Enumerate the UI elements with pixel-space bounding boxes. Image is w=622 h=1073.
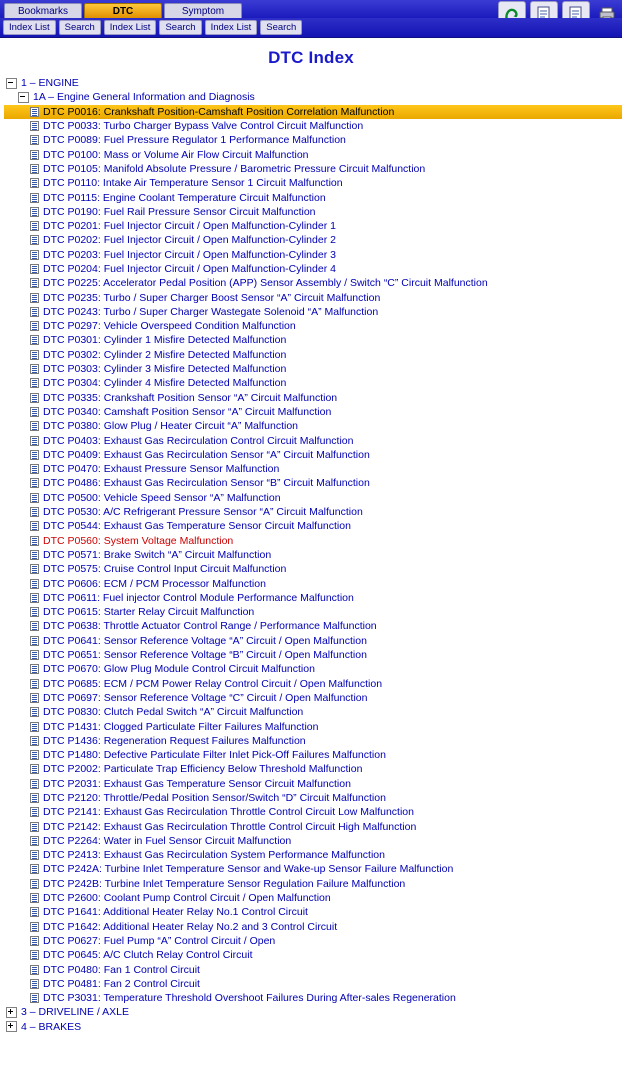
- tree-item[interactable]: [4, 905, 622, 919]
- tree-item[interactable]: [4, 419, 622, 433]
- tree-item[interactable]: [4, 333, 622, 347]
- tree-item[interactable]: [4, 133, 622, 147]
- document-page-icon: [30, 550, 39, 560]
- tree-branch[interactable]: [4, 1020, 622, 1034]
- tree-item-label: DTC P0830: Clutch Pedal Switch “A” Circuit Malfunction: [43, 706, 304, 719]
- tree-item[interactable]: [4, 676, 622, 690]
- tree-item-label: DTC P0100: Mass or Volume Air Flow Circuit Malfunction: [43, 148, 309, 161]
- tree-item[interactable]: [4, 662, 622, 676]
- tree-item[interactable]: [4, 476, 622, 490]
- document-page-icon: [30, 879, 39, 889]
- document-page-icon: [30, 693, 39, 703]
- tree-item-label: DTC P0301: Cylinder 1 Misfire Detected Malfunction: [43, 334, 287, 347]
- tree-item-label: DTC P0105: Manifold Absolute Pressure / Barometric Pressure Circuit Malfunction: [43, 162, 426, 175]
- tree-item[interactable]: [4, 705, 622, 719]
- tree-item-label: DTC P1436: Regeneration Request Failures Malfunction: [43, 734, 306, 747]
- tree-item-label: DTC P1431: Clogged Particulate Filter Failures Malfunction: [43, 720, 319, 733]
- tree-item-label: DTC P2031: Exhaust Gas Temperature Sensor Circuit Malfunction: [43, 777, 351, 790]
- document-page-icon: [30, 307, 39, 317]
- document-page-icon: [30, 478, 39, 488]
- tree-item[interactable]: [4, 548, 622, 562]
- tree-item[interactable]: [4, 433, 622, 447]
- tree-item-label: DTC P0201: Fuel Injector Circuit / Open Malfunction-Cylinder 1: [43, 220, 336, 233]
- tree-item-label: DTC P2264: Water in Fuel Sensor Circuit Malfunction: [43, 834, 292, 847]
- tree-item[interactable]: [4, 934, 622, 948]
- tab-bookmarks[interactable]: Bookmarks: [4, 3, 82, 18]
- tree-item[interactable]: [4, 777, 622, 791]
- document-page-icon: [30, 736, 39, 746]
- document-page-icon: [30, 707, 39, 717]
- collapse-minus-icon[interactable]: [18, 92, 29, 103]
- search-button-1[interactable]: Search: [59, 20, 101, 35]
- tree-item-label: DTC P0627: Fuel Pump “A” Control Circuit / Open: [43, 934, 276, 947]
- document-page-icon: [30, 521, 39, 531]
- document-page-icon: [30, 421, 39, 431]
- tree-item-label: DTC P0089: Fuel Pressure Regulator 1 Performance Malfunction: [43, 134, 346, 147]
- tree-item-label: DTC P0480: Fan 1 Control Circuit: [43, 963, 200, 976]
- document-page-icon: [30, 536, 39, 546]
- tree-item-label: DTC P0638: Throttle Actuator Control Range / Performance Malfunction: [43, 620, 377, 633]
- tree-item[interactable]: [4, 233, 622, 247]
- tree-item[interactable]: [4, 734, 622, 748]
- document-page-icon: [30, 807, 39, 817]
- tree-item-label: DTC P0486: Exhaust Gas Recirculation Sensor “B” Circuit Malfunction: [43, 477, 370, 490]
- tree-item[interactable]: [4, 405, 622, 419]
- tree-item-label: DTC P2142: Exhaust Gas Recirculation Throttle Control Circuit High Malfunction: [43, 820, 417, 833]
- tree-item-label: DTC P0685: ECM / PCM Power Relay Control Circuit / Open Malfunction: [43, 677, 383, 690]
- tree-item[interactable]: [4, 448, 622, 462]
- document-page-icon: [30, 679, 39, 689]
- tree-item-label: DTC P242A: Turbine Inlet Temperature Sensor and Wake-up Sensor Failure Malfunction: [43, 863, 454, 876]
- search-button-2[interactable]: Search: [159, 20, 201, 35]
- tree-item-label: DTC P0380: Glow Plug / Heater Circuit “A” Malfunction: [43, 420, 299, 433]
- document-page-icon: [30, 407, 39, 417]
- document-page-icon: [30, 764, 39, 774]
- index-list-button-2[interactable]: Index List: [104, 20, 157, 35]
- tree-item-label: DTC P2600: Coolant Pump Control Circuit / Open Malfunction: [43, 892, 331, 905]
- tree-item-label: DTC P1480: Defective Particulate Filter Inlet Pick-Off Failures Malfunction: [43, 749, 386, 762]
- tree-item-label: DTC P0302: Cylinder 2 Misfire Detected Malfunction: [43, 348, 287, 361]
- tree-item[interactable]: [4, 219, 622, 233]
- tree-item[interactable]: [4, 248, 622, 262]
- tree-item[interactable]: [4, 105, 622, 119]
- document-page-icon: [30, 378, 39, 388]
- tree-item[interactable]: [4, 819, 622, 833]
- tree-item-label: DTC P2002: Particulate Trap Efficiency Below Threshold Malfunction: [43, 763, 363, 776]
- tree-item[interactable]: [4, 591, 622, 605]
- tree-item[interactable]: [4, 462, 622, 476]
- tree-item-label: DTC P2120: Throttle/Pedal Position Sensor/Switch “D” Circuit Malfunction: [43, 791, 386, 804]
- tree-item-label: DTC P0530: A/C Refrigerant Pressure Sensor “A” Circuit Malfunction: [43, 506, 363, 519]
- document-page-icon: [30, 965, 39, 975]
- tree-item[interactable]: [4, 362, 622, 376]
- document-page-icon: [30, 664, 39, 674]
- tree-item[interactable]: [4, 719, 622, 733]
- tree-item[interactable]: [4, 276, 622, 290]
- tree-item[interactable]: [4, 920, 622, 934]
- document-page-icon: [30, 893, 39, 903]
- tree-item[interactable]: [4, 562, 622, 576]
- collapse-minus-icon[interactable]: [6, 78, 17, 89]
- tree-item-label: DTC P0645: A/C Clutch Relay Control Circuit: [43, 949, 253, 962]
- document-page-icon: [30, 293, 39, 303]
- tree-item[interactable]: [4, 805, 622, 819]
- document-page-icon: [30, 564, 39, 574]
- document-page-icon: [30, 822, 39, 832]
- tree-item-label: DTC P0544: Exhaust Gas Temperature Sensor Circuit Malfunction: [43, 520, 351, 533]
- tree-item-label: DTC P0243: Turbo / Super Charger Wastegate Solenoid “A” Malfunction: [43, 305, 379, 318]
- tree-item[interactable]: [4, 619, 622, 633]
- document-page-icon: [30, 579, 39, 589]
- tree-item-label: DTC P0304: Cylinder 4 Misfire Detected Malfunction: [43, 377, 287, 390]
- tree-item-label: DTC P0115: Engine Coolant Temperature Circuit Malfunction: [43, 191, 326, 204]
- tree-item[interactable]: [4, 576, 622, 590]
- document-page-icon: [30, 436, 39, 446]
- tree-item[interactable]: [4, 348, 622, 362]
- tree-item-label: DTC P0202: Fuel Injector Circuit / Open Malfunction-Cylinder 2: [43, 234, 336, 247]
- document-page-icon: [30, 493, 39, 503]
- document-page-icon: [30, 864, 39, 874]
- tree-item[interactable]: [4, 391, 622, 405]
- tree-item-label: 1 – ENGINE: [21, 77, 79, 90]
- document-page-icon: [30, 750, 39, 760]
- tree-item[interactable]: [4, 648, 622, 662]
- tree-item[interactable]: [4, 691, 622, 705]
- document-page-icon: [30, 779, 39, 789]
- tree-item-label: 3 – DRIVELINE / AXLE: [21, 1006, 129, 1019]
- tree-item[interactable]: [4, 762, 622, 776]
- tree-item-label: DTC P0606: ECM / PCM Processor Malfunction: [43, 577, 266, 590]
- page-title: DTC Index: [268, 48, 354, 67]
- tree-item[interactable]: [4, 634, 622, 648]
- document-page-icon: [30, 722, 39, 732]
- document-page-icon: [30, 850, 39, 860]
- tree-item[interactable]: [4, 948, 622, 962]
- tree-item-label: DTC P0303: Cylinder 3 Misfire Detected Malfunction: [43, 363, 287, 376]
- tree-item[interactable]: [4, 991, 622, 1005]
- document-page-icon: [30, 364, 39, 374]
- tab-bar: [0, 0, 622, 18]
- document-page-icon: [30, 607, 39, 617]
- document-page-icon: [30, 793, 39, 803]
- tree-item[interactable]: [4, 605, 622, 619]
- document-page-icon: [30, 507, 39, 517]
- document-page-icon: [30, 278, 39, 288]
- tree-item-label: DTC P0204: Fuel Injector Circuit / Open Malfunction-Cylinder 4: [43, 263, 336, 275]
- tree-item-label: DTC P0203: Fuel Injector Circuit / Open Malfunction-Cylinder 3: [43, 248, 336, 261]
- tree-item[interactable]: [4, 162, 622, 176]
- index-list-button-3[interactable]: Index List: [205, 20, 258, 35]
- tree-branch[interactable]: [4, 90, 622, 104]
- document-page-icon: [30, 464, 39, 474]
- tree-item-label: DTC P0571: Brake Switch “A” Circuit Malfunction: [43, 548, 272, 561]
- document-page-icon: [30, 450, 39, 460]
- tree-item-label: DTC P1642: Additional Heater Relay No.2 and 3 Control Circuit: [43, 920, 338, 933]
- tree-item[interactable]: [4, 290, 622, 304]
- document-page-icon: [30, 936, 39, 946]
- document-page-icon: [30, 264, 39, 274]
- tree-item[interactable]: [4, 534, 622, 548]
- tree-item[interactable]: [4, 834, 622, 848]
- tree-item-label: DTC P0225: Accelerator Pedal Position (APP) Sensor Assembly / Switch “C” Circuit Malfunction: [43, 277, 488, 290]
- expand-plus-icon[interactable]: [6, 1021, 17, 1032]
- tree-item-label: DTC P0500: Vehicle Speed Sensor “A” Malfunction: [43, 491, 281, 504]
- tree-item[interactable]: [4, 505, 622, 519]
- tree-item[interactable]: [4, 205, 622, 219]
- tree-item-label: DTC P1641: Additional Heater Relay No.1 Control Circuit: [43, 906, 308, 919]
- tree-item[interactable]: [4, 176, 622, 190]
- tree-item-label: DTC P0611: Fuel injector Control Module Performance Malfunction: [43, 591, 354, 604]
- tree-item-label: DTC P0335: Crankshaft Position Sensor “A” Circuit Malfunction: [43, 391, 338, 404]
- document-page-icon: [30, 593, 39, 603]
- tree-item-label: DTC P0033: Turbo Charger Bypass Valve Control Circuit Malfunction: [43, 120, 364, 133]
- document-page-icon: [30, 107, 39, 117]
- document-page-icon: [30, 950, 39, 960]
- tree-item-label: 1A – Engine General Information and Diagnosis: [33, 91, 255, 104]
- tree-item-label: DTC P0560: System Voltage Malfunction: [43, 534, 234, 547]
- tree-item[interactable]: [4, 305, 622, 319]
- document-page-icon: [30, 922, 39, 932]
- tree-item[interactable]: [4, 491, 622, 505]
- tree-item[interactable]: [4, 262, 622, 276]
- document-page-icon: [30, 393, 39, 403]
- document-page-icon: [30, 221, 39, 231]
- tree-item-label: DTC P0641: Sensor Reference Voltage “A” Circuit / Open Malfunction: [43, 634, 367, 647]
- tree-item[interactable]: [4, 848, 622, 862]
- tree-item-label: DTC P0190: Fuel Rail Pressure Sensor Circuit Malfunction: [43, 205, 316, 218]
- expand-plus-icon[interactable]: [6, 1007, 17, 1018]
- tree-item-label: DTC P0403: Exhaust Gas Recirculation Control Circuit Malfunction: [43, 434, 354, 447]
- document-page-icon: [30, 235, 39, 245]
- tab-dtc[interactable]: DTC: [84, 3, 162, 18]
- tree-item[interactable]: [4, 877, 622, 891]
- document-page-icon: [30, 993, 39, 1003]
- tree-item-label: DTC P0110: Intake Air Temperature Sensor 1 Circuit Malfunction: [43, 177, 343, 190]
- tree-item[interactable]: [4, 376, 622, 390]
- tree-item[interactable]: [4, 519, 622, 533]
- tree-item[interactable]: [4, 190, 622, 204]
- document-page-icon: [30, 335, 39, 345]
- tree-item[interactable]: [4, 962, 622, 976]
- document-page-icon: [30, 193, 39, 203]
- tree-item-label: DTC P0016: Crankshaft Position-Camshaft Position Correlation Malfunction: [43, 105, 395, 118]
- document-page-icon: [30, 121, 39, 131]
- dtc-index-tree: [0, 76, 622, 1034]
- tree-item-label: DTC P0481: Fan 2 Control Circuit: [43, 977, 200, 990]
- tree-item-label: DTC P2413: Exhaust Gas Recirculation System Performance Malfunction: [43, 849, 385, 862]
- tree-item-label: 4 – BRAKES: [21, 1020, 82, 1033]
- tree-branch[interactable]: [4, 76, 622, 90]
- tree-item[interactable]: [4, 119, 622, 133]
- tree-item-label: DTC P2141: Exhaust Gas Recirculation Throttle Control Circuit Low Malfunction: [43, 806, 414, 819]
- tree-item-label: DTC P0409: Exhaust Gas Recirculation Sensor “A” Circuit Malfunction: [43, 448, 370, 461]
- tree-item-label: DTC P0615: Starter Relay Circuit Malfunction: [43, 606, 255, 619]
- document-page-icon: [30, 636, 39, 646]
- document-page-icon: [30, 350, 39, 360]
- document-page-icon: [30, 164, 39, 174]
- tree-item[interactable]: [4, 748, 622, 762]
- document-page-icon: [30, 178, 39, 188]
- tree-item-label: DTC P242B: Turbine Inlet Temperature Sensor Regulation Failure Malfunction: [43, 877, 406, 890]
- document-page-icon: [30, 321, 39, 331]
- tree-item-label: DTC P0470: Exhaust Pressure Sensor Malfunction: [43, 463, 280, 476]
- document-page-icon: [30, 150, 39, 160]
- tree-item-label: DTC P0297: Vehicle Overspeed Condition Malfunction: [43, 320, 296, 333]
- tree-item[interactable]: [4, 862, 622, 876]
- tree-item[interactable]: [4, 147, 622, 161]
- tree-item[interactable]: [4, 791, 622, 805]
- tree-item-label: DTC P0670: Glow Plug Module Control Circuit Malfunction: [43, 663, 315, 676]
- tree-item[interactable]: [4, 891, 622, 905]
- tree-item-label: DTC P0697: Sensor Reference Voltage “C” Circuit / Open Malfunction: [43, 691, 368, 704]
- document-page-icon: [30, 979, 39, 989]
- index-list-button-1[interactable]: Index List: [3, 20, 56, 35]
- tree-item-label: DTC P0340: Camshaft Position Sensor “A” Circuit Malfunction: [43, 405, 332, 418]
- document-page-icon: [30, 907, 39, 917]
- tree-item-label: DTC P0575: Cruise Control Input Circuit Malfunction: [43, 563, 287, 576]
- tree-item-label: DTC P0651: Sensor Reference Voltage “B” Circuit / Open Malfunction: [43, 649, 367, 662]
- document-page-icon: [30, 836, 39, 846]
- document-page-icon: [30, 650, 39, 660]
- document-page-icon: [30, 250, 39, 260]
- search-button-3[interactable]: Search: [260, 20, 302, 35]
- document-page-icon: [30, 207, 39, 217]
- tab-symptom[interactable]: Symptom: [164, 3, 242, 18]
- tree-item-label: DTC P0235: Turbo / Super Charger Boost Sensor “A” Circuit Malfunction: [43, 291, 381, 304]
- toolbar: [0, 18, 622, 38]
- document-page-icon: [30, 135, 39, 145]
- document-page-icon: [30, 621, 39, 631]
- tree-item[interactable]: [4, 319, 622, 333]
- tree-item[interactable]: [4, 977, 622, 991]
- tree-item-label: DTC P3031: Temperature Threshold Overshoot Failures During After-sales Regeneration: [43, 992, 456, 1005]
- tree-branch[interactable]: [4, 1005, 622, 1019]
